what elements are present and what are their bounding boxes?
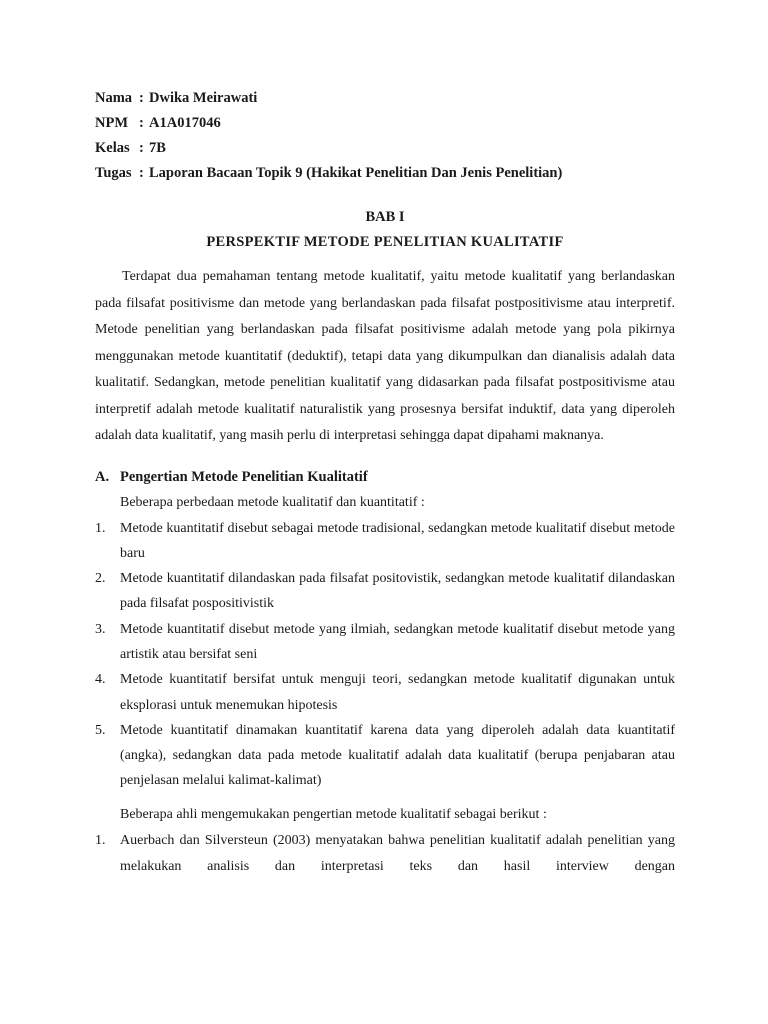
info-colon: : [139, 165, 144, 181]
list-item [95, 667, 675, 718]
section-letter: A. [95, 468, 110, 485]
list-item [95, 617, 675, 668]
list-number: 3. [95, 621, 106, 637]
list-item [95, 828, 675, 880]
info-row-kelas [95, 136, 675, 161]
list-item [95, 566, 675, 617]
list-number: 1. [95, 832, 106, 848]
info-value: 7B [149, 140, 166, 156]
list-item [95, 718, 675, 794]
info-row-nama [95, 86, 675, 111]
document-content [95, 86, 675, 880]
info-colon: : [139, 90, 144, 106]
list-text: Metode kuantitatif disebut sebagai metode tradisional, sedangkan metode kualitatif disebut metode baru [120, 520, 675, 561]
list-number: 4. [95, 672, 106, 688]
info-label: Tugas [95, 165, 132, 181]
info-row-npm [95, 111, 675, 136]
list-text: Metode kuantitatif dinamakan kuantitatif karena data yang diperoleh adalah data kuantitatif (angka), sedangkan data pada metode kualitatif adalah data kualitatif (berupa penjabaran atau penjelasan melalui kalimat-kalimat) [120, 722, 675, 789]
list-text: Metode kuantitatif dilandaskan pada filsafat positovistik, sedangkan metode kualitatif dilandaskan pada filsafat pospositivistik [120, 571, 675, 612]
intro-paragraph: Terdapat dua pemahaman tentang metode kualitatif, yaitu metode kualitatif yang berlandaskan pada filsafat positivisme dan metode yang berlandaskan pada filsafat postpositivisme atau interpretif. Metode penelitian yang berlandaskan pada filsafat positivisme adalah metode yang pola pikirnya menggunakan metode kuantitatif (deduktif), tetapi data yang dikumpulkan dan dianalisis adalah data kualitatif. Sedangkan, metode penelitian kualitatif yang didasarkan pada filsafat postpositivisme atau interpretif adalah metode kualitatif naturalistik yang prosesnya bersifat induktif, data yang diperoleh adalah data kualitatif, yang masih perlu di interpretasi sehingga dapat dipahami maknanya. [95, 269, 675, 443]
experts-list [95, 828, 675, 880]
info-value: Laporan Bacaan Topik 9 (Hakikat Penelitian Dan Jenis Penelitian) [149, 165, 563, 181]
list-text: Metode kuantitatif bersifat untuk menguji teori, sedangkan metode kualitatif digunakan untuk eksplorasi untuk menemukan hipotesis [120, 672, 675, 713]
list-text: Metode kuantitatif disebut metode yang ilmiah, sedangkan metode kualitatif disebut metode yang artistik atau bersifat seni [120, 621, 675, 662]
section-title: Pengertian Metode Penelitian Kualitatif [120, 468, 368, 485]
info-row-tugas [95, 161, 675, 186]
differences-list [95, 516, 675, 794]
student-info [95, 86, 675, 186]
info-label: Nama [95, 90, 133, 106]
info-colon: : [139, 115, 144, 131]
chapter-number: BAB I [365, 209, 405, 225]
list-number: 2. [95, 571, 106, 587]
info-label: NPM [95, 115, 129, 131]
list-number: 5. [95, 722, 106, 738]
list-item [95, 516, 675, 567]
experts-intro: Beberapa ahli mengemukakan pengertian metode kualitatif sebagai berikut : [120, 806, 547, 822]
info-colon: : [139, 140, 144, 156]
info-value: Dwika Meirawati [149, 90, 258, 106]
info-value: A1A017046 [149, 115, 221, 131]
list-text: Auerbach dan Silversteun (2003) menyatakan bahwa penelitian kualitatif adalah penelitian yang melakukan analisis dan interpretasi teks dan hasil interview dengan [120, 832, 675, 874]
differences-intro: Beberapa perbedaan metode kualitatif dan kuantitatif : [120, 494, 425, 510]
info-label: Kelas [95, 140, 130, 156]
list-number: 1. [95, 520, 106, 536]
section-a-heading [95, 464, 675, 490]
chapter-title: PERSPEKTIF METODE PENELITIAN KUALITATIF [206, 234, 564, 250]
